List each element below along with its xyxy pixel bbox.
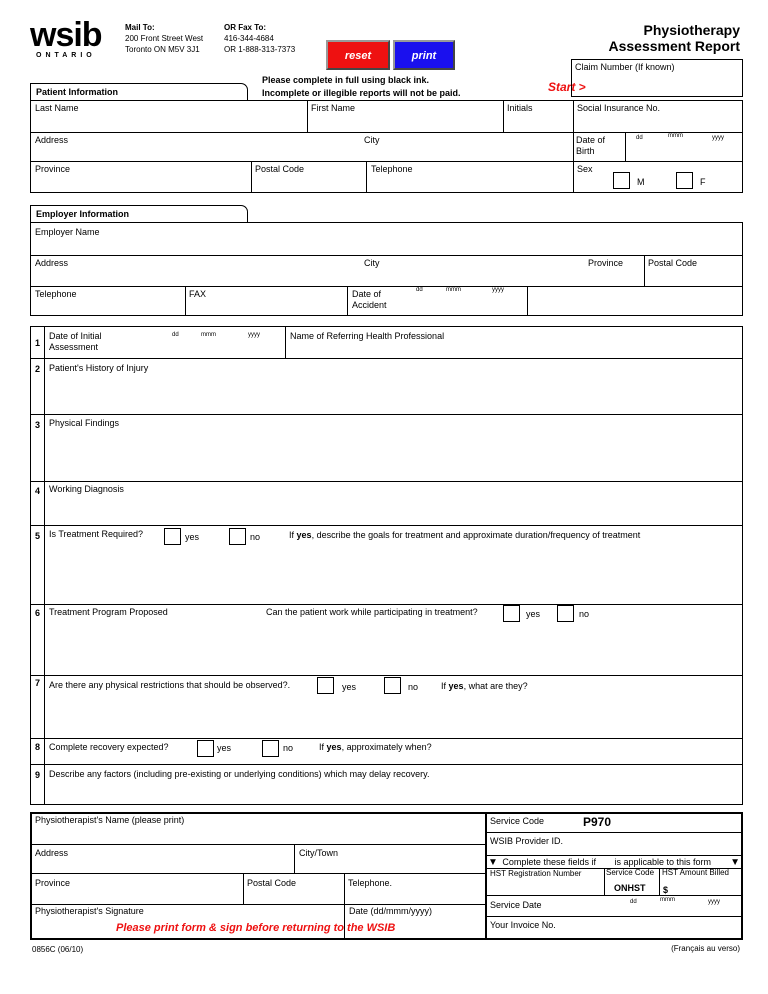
sd-yyyy: yyyy bbox=[708, 899, 720, 905]
ia-dd: dd bbox=[172, 332, 179, 338]
dollar-sign: $ bbox=[663, 885, 669, 895]
invoice-number-field[interactable]: Your Invoice No. bbox=[490, 920, 556, 930]
patient-province-field[interactable]: Province bbox=[35, 164, 71, 174]
mail-line2: Toronto ON M5V 3J1 bbox=[125, 45, 200, 54]
section-1-number: 1 bbox=[35, 338, 41, 348]
referring-professional-field[interactable]: Name of Referring Health Professional bbox=[290, 331, 445, 341]
physio-date-field[interactable]: Date (dd/mmm/yyyy) bbox=[349, 906, 433, 916]
treatment-goals-label bbox=[289, 530, 640, 541]
service-code-label: Service Code bbox=[490, 816, 545, 826]
if-text: If bbox=[319, 742, 325, 752]
french-version-note: (Français au verso) bbox=[671, 944, 740, 953]
work-during-treatment-no-checkbox[interactable] bbox=[557, 605, 574, 622]
print-sign-warning: Please print form & sign before returning to the WSIB bbox=[116, 922, 396, 934]
employer-info-tab: Employer Information bbox=[30, 205, 248, 222]
initials-field[interactable]: Initials bbox=[507, 103, 533, 113]
treatment-required-label: Is Treatment Required? bbox=[49, 529, 144, 539]
doa-dd: dd bbox=[416, 287, 423, 293]
fax-to-title: OR Fax To: bbox=[224, 23, 267, 32]
sd-dd: dd bbox=[630, 899, 637, 905]
notice-line2: Incomplete or illegible reports will not be paid. bbox=[262, 88, 461, 98]
logo-sub: ONTARIO bbox=[36, 52, 96, 59]
recovery-expected-label: Complete recovery expected? bbox=[49, 742, 169, 752]
provider-id-field[interactable]: WSIB Provider ID. bbox=[490, 836, 564, 846]
complete-note-a: Complete these fields if bbox=[502, 857, 596, 867]
work-during-treatment-yes-checkbox[interactable] bbox=[503, 605, 520, 622]
section-5-number: 5 bbox=[35, 531, 41, 541]
restrictions-yes-label: yes bbox=[342, 682, 357, 692]
wsib-logo bbox=[30, 18, 102, 59]
if-text: If bbox=[441, 681, 447, 691]
sin-field[interactable]: Social Insurance No. bbox=[577, 103, 661, 113]
doa-field[interactable]: Date of Accident bbox=[352, 289, 387, 310]
recovery-yes-label: yes bbox=[217, 743, 232, 753]
assessment-sections bbox=[30, 326, 743, 805]
onhst-code: ONHST bbox=[614, 883, 646, 893]
sex-female-checkbox[interactable] bbox=[676, 172, 693, 189]
reset-button[interactable]: reset bbox=[326, 40, 390, 70]
sd-mmm: mmm bbox=[660, 897, 675, 903]
recovery-when-label bbox=[319, 742, 432, 753]
if-rest-text: , describe the goals for treatment and approximate duration/frequency of treatment bbox=[311, 530, 641, 540]
first-name-field[interactable]: First Name bbox=[311, 103, 356, 113]
doa-mmm: mmm bbox=[446, 287, 461, 293]
restrictions-no-label: no bbox=[408, 682, 419, 692]
working-diagnosis-field[interactable]: Working Diagnosis bbox=[49, 484, 124, 494]
if-bold-text: yes bbox=[296, 530, 312, 540]
patient-city-field[interactable]: City bbox=[364, 135, 380, 145]
form-id: 0856C (06/10) bbox=[32, 945, 84, 954]
physio-name-field[interactable]: Physiotherapist's Name (please print) bbox=[35, 815, 185, 825]
section-7-number: 7 bbox=[35, 678, 41, 688]
section-3-number: 3 bbox=[35, 420, 41, 430]
patient-postal-field[interactable]: Postal Code bbox=[255, 164, 305, 174]
service-date-field[interactable]: Service Date bbox=[490, 900, 542, 910]
section-8-number: 8 bbox=[35, 742, 41, 752]
patient-address-field[interactable]: Address bbox=[35, 135, 69, 145]
section-4-number: 4 bbox=[35, 486, 41, 496]
section-6-number: 6 bbox=[35, 608, 41, 618]
notice-line1: Please complete in full using black ink. bbox=[262, 75, 430, 85]
dob-dd: dd bbox=[636, 135, 643, 141]
delay-factors-field[interactable]: Describe any factors (including pre-existing or underlying conditions) which may delay recovery. bbox=[49, 769, 430, 779]
start-marker: Start > bbox=[548, 80, 586, 94]
title-line1: Physiotherapy bbox=[643, 22, 740, 38]
physio-postal-field[interactable]: Postal Code bbox=[247, 878, 297, 888]
hst-registration-field[interactable]: HST Registration Number bbox=[490, 869, 582, 878]
hst-service-code-label: Service Code bbox=[606, 868, 655, 877]
work-during-treatment-yes-label: yes bbox=[526, 609, 541, 619]
print-button[interactable]: print bbox=[393, 40, 455, 70]
work-during-treatment-label: Can the patient work while participating in treatment? bbox=[266, 607, 478, 617]
complete-fields-note bbox=[488, 857, 742, 868]
service-code-value: P970 bbox=[583, 815, 612, 829]
initial-assessment-date-field[interactable]: Date of Initial Assessment bbox=[49, 331, 102, 352]
ink-notice bbox=[262, 74, 461, 100]
if-rest-text: , what are they? bbox=[463, 681, 528, 691]
employer-postal-field[interactable]: Postal Code bbox=[648, 258, 698, 268]
employer-fax-field[interactable]: FAX bbox=[189, 289, 207, 299]
treatment-program-field[interactable]: Treatment Program Proposed bbox=[49, 607, 168, 617]
physio-city-field[interactable]: City/Town bbox=[299, 848, 339, 858]
if-bold-text: yes bbox=[326, 742, 342, 752]
physio-address-field[interactable]: Address bbox=[35, 848, 69, 858]
restrictions-no-checkbox[interactable] bbox=[384, 677, 401, 694]
dob-field[interactable]: Date of Birth bbox=[576, 135, 606, 156]
if-bold-text: yes bbox=[448, 681, 464, 691]
patient-info-tab: Patient Information bbox=[30, 83, 248, 100]
physical-findings-field[interactable]: Physical Findings bbox=[49, 418, 120, 428]
if-rest-text: , approximately when? bbox=[341, 742, 432, 752]
mail-line1: 200 Front Street West bbox=[125, 34, 204, 43]
doa-yyyy: yyyy bbox=[492, 287, 504, 293]
treatment-required-no-label: no bbox=[250, 532, 261, 542]
complete-note-b: is applicable to this form bbox=[614, 857, 712, 867]
fax-to bbox=[224, 22, 295, 55]
sex-label: Sex bbox=[577, 164, 593, 174]
physio-signature-field[interactable]: Physiotherapist's Signature bbox=[35, 906, 144, 916]
restrictions-if-yes-label bbox=[441, 681, 528, 692]
title-line2: Assessment Report bbox=[608, 38, 740, 54]
triangle-down-icon: ▼ bbox=[730, 857, 740, 868]
employer-city-field[interactable]: City bbox=[364, 258, 380, 268]
form-title bbox=[560, 22, 740, 54]
logo-brand: wsib bbox=[30, 16, 102, 54]
sex-male-label: M bbox=[637, 177, 645, 187]
if-text: If bbox=[289, 530, 295, 540]
sex-male-checkbox[interactable] bbox=[613, 172, 630, 189]
recovery-no-label: no bbox=[283, 743, 294, 753]
mail-to bbox=[125, 22, 203, 55]
ia-yyyy: yyyy bbox=[248, 332, 260, 338]
ia-mmm: mmm bbox=[201, 332, 216, 338]
sex-female-label: F bbox=[700, 177, 706, 187]
patient-telephone-field[interactable]: Telephone bbox=[371, 164, 413, 174]
treatment-required-yes-checkbox[interactable] bbox=[164, 528, 181, 545]
employer-telephone-field[interactable]: Telephone bbox=[35, 289, 77, 299]
triangle-down-icon: ▼ bbox=[488, 857, 498, 868]
treatment-required-no-checkbox[interactable] bbox=[229, 528, 246, 545]
dob-mmm: mmm bbox=[668, 133, 683, 139]
section-9-number: 9 bbox=[35, 770, 41, 780]
employer-address-field[interactable]: Address bbox=[35, 258, 69, 268]
recovery-no-checkbox[interactable] bbox=[262, 740, 279, 757]
history-of-injury-field[interactable]: Patient's History of Injury bbox=[49, 363, 149, 373]
recovery-yes-checkbox[interactable] bbox=[197, 740, 214, 757]
employer-province-field[interactable]: Province bbox=[588, 258, 624, 268]
work-during-treatment-no-label: no bbox=[579, 609, 590, 619]
employer-name-field[interactable]: Employer Name bbox=[35, 227, 100, 237]
treatment-required-yes-label: yes bbox=[185, 532, 200, 542]
physio-telephone-field[interactable]: Telephone. bbox=[348, 878, 393, 888]
dob-yyyy: yyyy bbox=[712, 135, 724, 141]
last-name-field[interactable]: Last Name bbox=[35, 103, 79, 113]
restrictions-yes-checkbox[interactable] bbox=[317, 677, 334, 694]
fax-line2: OR 1-888-313-7373 bbox=[224, 45, 296, 54]
claim-number-label: Claim Number (If known) bbox=[575, 62, 675, 72]
physical-restrictions-label: Are there any physical restrictions that should be observed?. bbox=[49, 680, 291, 690]
fax-line1: 416-344-4684 bbox=[224, 34, 274, 43]
physio-province-field[interactable]: Province bbox=[35, 878, 71, 888]
mail-to-title: Mail To: bbox=[125, 23, 155, 32]
section-2-number: 2 bbox=[35, 364, 41, 374]
hst-amount-billed-field[interactable]: HST Amount Billed bbox=[662, 868, 729, 877]
